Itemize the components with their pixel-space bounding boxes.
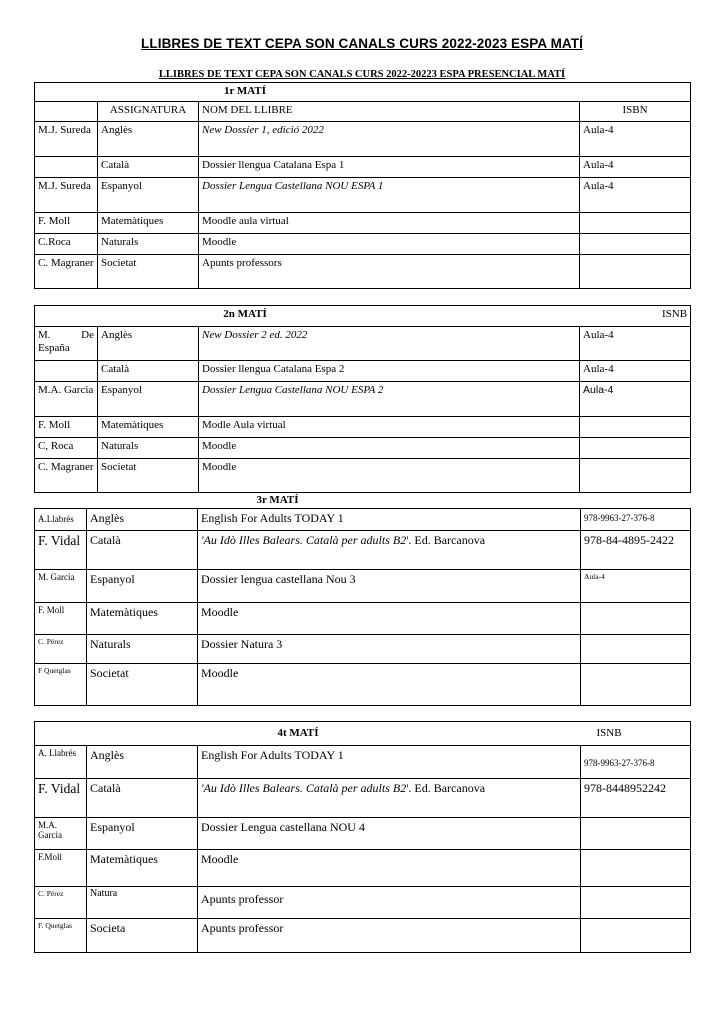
teacher-cell: C. Pérez <box>35 635 87 664</box>
teacher-cell: A.Llabrés <box>35 509 87 531</box>
isbn-cell: Aula-4 <box>580 157 691 178</box>
section-heading-4: 4t MATÍ <box>277 727 319 739</box>
table-row <box>35 327 691 361</box>
isbn-cell <box>580 234 691 255</box>
isbn-cell <box>581 850 691 887</box>
book-cell <box>198 779 581 818</box>
teacher-cell: M.J. Sureda <box>35 178 98 213</box>
subject-cell: Espanyol <box>87 818 198 850</box>
teacher-cell: M. Garcia <box>35 570 87 603</box>
book-cell: Apunts professors <box>199 255 580 289</box>
isbn-cell <box>581 635 691 664</box>
table-row <box>35 213 691 234</box>
section-heading-3: 3r MATÍ <box>256 494 299 506</box>
isbn-cell <box>581 887 691 919</box>
book-cell: New Dossier 1, edició 2022 <box>199 122 580 157</box>
table-row <box>35 818 691 850</box>
table-row <box>35 255 691 289</box>
isbn-cell: Aula-4 <box>581 570 691 603</box>
isbn-cell <box>581 664 691 706</box>
teacher-cell: M. De España <box>35 327 98 361</box>
subject-cell: Natura <box>87 887 198 919</box>
isbn-cell: 978-9963-27-376-8 <box>581 509 691 531</box>
book-cell: Dossier llengua Catalana Espa 2 <box>199 361 580 382</box>
section-heading-2: 2n MATÍ <box>223 308 267 320</box>
isbn-cell: 978-84-4895-2422 <box>581 531 691 570</box>
book-cell: New Dossier 2 ed. 2022 <box>199 327 580 361</box>
subject-cell: Anglès <box>87 746 198 779</box>
table-2n-mati <box>34 305 691 493</box>
teacher-cell: C. Magraner <box>35 459 98 493</box>
teacher-cell: M.J. Sureda <box>35 122 98 157</box>
subject-cell: Català <box>87 779 198 818</box>
subject-cell: Naturals <box>87 635 198 664</box>
table-row <box>35 382 691 417</box>
table-row <box>35 919 691 953</box>
subject-cell: Català <box>98 361 199 382</box>
table-row <box>35 459 691 493</box>
table-row <box>35 887 691 919</box>
table-row <box>35 509 691 531</box>
isbn-cell: Aula-4 <box>580 327 691 361</box>
isbn-label: ISNB <box>581 722 691 746</box>
subject-cell: Espanyol <box>98 382 199 417</box>
teacher-cell: F Quetglas <box>35 664 87 706</box>
subject-cell: Matemàtiques <box>98 213 199 234</box>
subject-cell: Matemàtiques <box>98 417 199 438</box>
subject-cell: Societa <box>87 919 198 953</box>
table-3r-mati <box>34 508 691 706</box>
teacher-cell: F. Moll <box>35 417 98 438</box>
isbn-cell: Aula-4 <box>580 178 691 213</box>
book-cell: English For Adults TODAY 1 <box>198 746 581 779</box>
teacher-cell: C. Pérez <box>35 887 87 919</box>
book-cell: Dossier Lengua Castellana NOU ESPA 2 <box>199 382 580 417</box>
teacher-cell: F. Vidal <box>35 531 87 570</box>
book-title-italic: 'Au Idò Illes Balears. Català per adults B2 <box>201 781 407 795</box>
teacher-cell: F.Moll <box>35 850 87 887</box>
document-title: LLIBRES DE TEXT CEPA SON CANALS CURS 2022-2023 ESPA MATÍ <box>141 36 583 51</box>
teacher-cell: M.A. Garcia <box>35 382 98 417</box>
teacher-cell: C.Roca <box>35 234 98 255</box>
isbn-cell: Aula-4 <box>580 382 691 417</box>
teacher-cell <box>35 157 98 178</box>
isbn-cell <box>581 919 691 953</box>
table-row <box>35 850 691 887</box>
teacher-cell: F. Quetglas <box>35 919 87 953</box>
subject-cell: Espanyol <box>87 570 198 603</box>
isbn-cell <box>581 603 691 635</box>
table-1r-mati <box>34 82 691 289</box>
table-row <box>35 122 691 157</box>
subject-cell: Espanyol <box>98 178 199 213</box>
subject-cell: Anglès <box>87 509 198 531</box>
book-cell: Modle Aula virtual <box>199 417 580 438</box>
isbn-cell: Aula-4 <box>580 361 691 382</box>
book-cell: Moodle <box>198 664 581 706</box>
teacher-cell: F. Moll <box>35 213 98 234</box>
teacher-cell: F. Moll <box>35 603 87 635</box>
subject-cell: Naturals <box>98 438 199 459</box>
subject-cell: Anglès <box>98 327 199 361</box>
document-subtitle: LLIBRES DE TEXT CEPA SON CANALS CURS 2022-20223 ESPA PRESENCIAL MATÍ <box>158 69 566 80</box>
teacher-cell: A. Llabrés <box>35 746 87 779</box>
subject-cell: Matemàtiques <box>87 603 198 635</box>
table-row <box>35 531 691 570</box>
table-row <box>35 779 691 818</box>
book-cell: Moodle <box>198 603 581 635</box>
isbn-cell <box>580 213 691 234</box>
subject-cell: Català <box>98 157 199 178</box>
isbn-cell <box>580 255 691 289</box>
header-book: NOM DEL LLIBRE <box>199 102 580 122</box>
teacher-cell <box>35 361 98 382</box>
book-cell: Apunts professor <box>198 887 581 919</box>
book-cell: English For Adults TODAY 1 <box>198 509 581 531</box>
teacher-cell: M.A. Garcia <box>35 818 87 850</box>
isbn-cell <box>580 438 691 459</box>
subject-cell: Català <box>87 531 198 570</box>
subject-cell: Societat <box>87 664 198 706</box>
book-cell: Moodle <box>199 234 580 255</box>
table-row <box>35 234 691 255</box>
table-row <box>35 361 691 382</box>
subject-cell: Matemàtiques <box>87 850 198 887</box>
book-publisher: '. Ed. Barcanova <box>406 781 486 795</box>
teacher-cell: C. Magraner <box>35 255 98 289</box>
table-row <box>35 178 691 213</box>
book-cell <box>198 531 581 570</box>
book-cell: Dossier Lengua castellana NOU 4 <box>198 818 581 850</box>
teacher-cell: F. Vidal <box>35 779 87 818</box>
table-row <box>35 157 691 178</box>
book-cell: Moodle <box>199 459 580 493</box>
subject-cell: Naturals <box>98 234 199 255</box>
isbn-cell <box>581 818 691 850</box>
book-cell: Dossier llengua Catalana Espa 1 <box>199 157 580 178</box>
book-cell: Dossier Natura 3 <box>198 635 581 664</box>
book-publisher: '. Ed. Barcanova <box>406 533 486 547</box>
header-teacher <box>35 102 98 122</box>
isbn-cell: Aula-4 <box>580 122 691 157</box>
book-cell: Dossier lengua castellana Nou 3 <box>198 570 581 603</box>
table-row <box>35 746 691 779</box>
book-cell: Dossier Lengua Castellana NOU ESPA 1 <box>199 178 580 213</box>
isbn-cell: 978-8448952242 <box>581 779 691 818</box>
teacher-cell: C, Roca <box>35 438 98 459</box>
subject-cell: Anglès <box>98 122 199 157</box>
book-cell: Moodle aula virtual <box>199 213 580 234</box>
subject-cell: Societat <box>98 255 199 289</box>
table-4t-mati <box>34 721 691 953</box>
table-row <box>35 635 691 664</box>
isbn-cell: 978-9963-27-376-8 <box>581 746 691 779</box>
table-row <box>35 438 691 459</box>
table-row <box>35 417 691 438</box>
book-cell: Moodle <box>199 438 580 459</box>
header-isbn: ISBN <box>580 102 691 122</box>
table-row <box>35 570 691 603</box>
isbn-cell <box>580 459 691 493</box>
book-cell: Apunts professor <box>198 919 581 953</box>
table-row <box>35 664 691 706</box>
subject-cell: Societat <box>98 459 199 493</box>
section-heading-1: 1r MATÍ <box>223 85 267 97</box>
header-subject: ASSIGNATURA <box>98 102 199 122</box>
book-title-italic: 'Au Idò Illes Balears. Català per adults B2 <box>201 533 407 547</box>
isbn-cell <box>580 417 691 438</box>
book-cell: Moodle <box>198 850 581 887</box>
table-row <box>35 603 691 635</box>
isbn-label: ISNB <box>580 306 691 327</box>
